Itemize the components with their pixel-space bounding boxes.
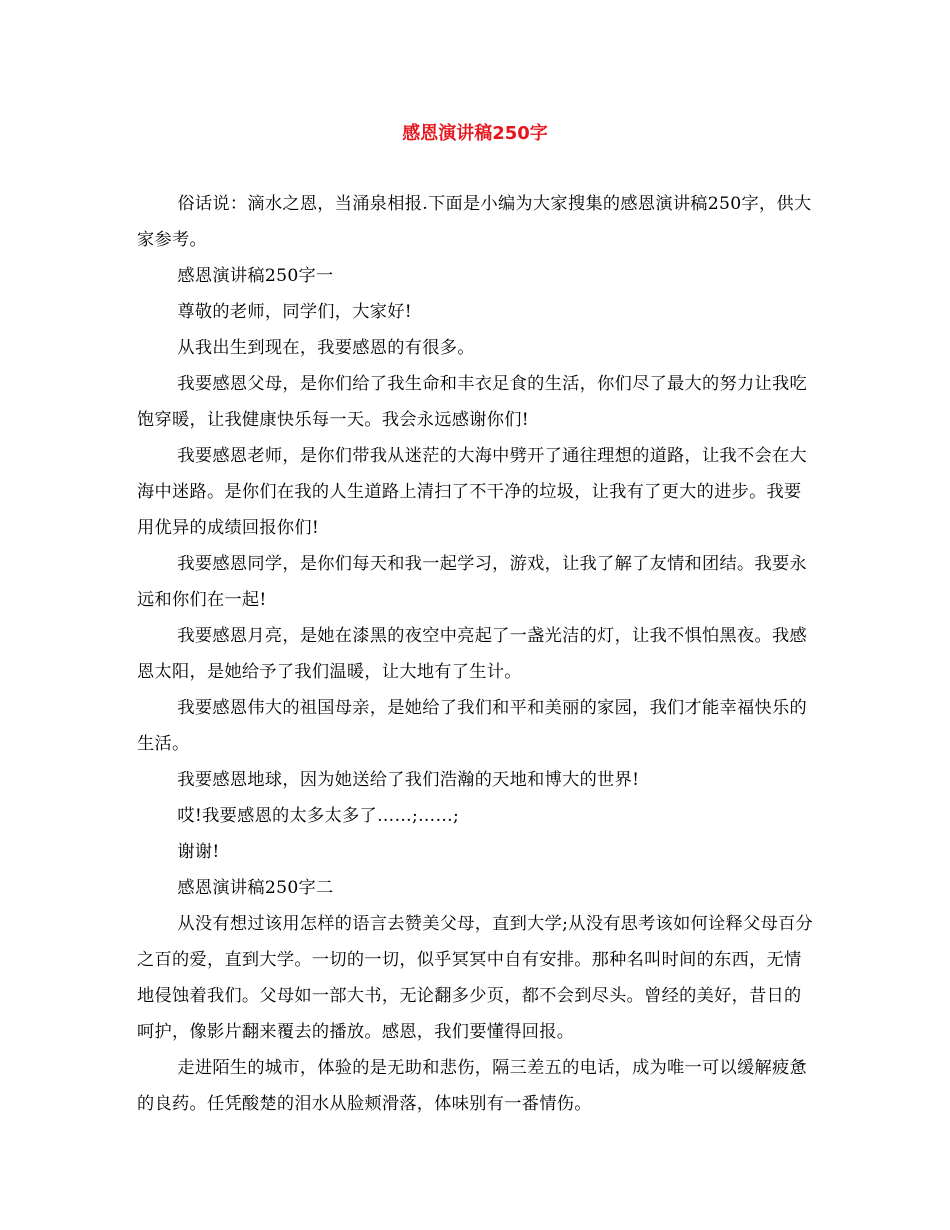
paragraph: 我要感恩同学，是你们每天和我一起学习，游戏，让我了解了友情和团结。我要永远和你们在一起! — [137, 554, 807, 610]
document-title: 感恩演讲稿250字 — [402, 123, 548, 144]
paragraph: 哎!我要感恩的太多太多了……;……; — [177, 806, 460, 826]
paragraph: 走进陌生的城市，体验的是无助和悲伤，隔三差五的电话，成为唯一可以缓解疲惫的良药。任凭酸楚的泪水从脸颊滑落，体味别有一番情伤。 — [137, 1058, 807, 1114]
paragraph: 从没有想过该用怎样的语言去赞美父母，直到大学;从没有思考该如何诠释父母百分之百的爱，直到大学。一切的一切，似乎冥冥中自有安排。那种名叫时间的东西，无情地侵蚀着我们。父母如一部大书，无论翻多少页，都不会到尽头。曾经的美好，昔日的呵护，像影片翻来覆去的播放。感恩，我们要懂得回报。 — [137, 914, 814, 1042]
paragraph: 我要感恩月亮，是她在漆黑的夜空中亮起了一盏光洁的灯，让我不惧怕黑夜。我感恩太阳，是她给予了我们温暖，让大地有了生计。 — [137, 626, 807, 682]
paragraph-intro: 俗话说：滴水之恩，当涌泉相报.下面是小编为大家搜集的感恩演讲稿250字，供大家参考。 — [137, 194, 812, 250]
document-body — [137, 186, 817, 1122]
paragraph-thanks: 谢谢! — [177, 842, 220, 862]
paragraph: 我要感恩老师，是你们带我从迷茫的大海中劈开了通往理想的道路，让我不会在大海中迷路。是你们在我的人生道路上清扫了不干净的垃圾，让我有了更大的进步。我要用优异的成绩回报你们! — [137, 446, 807, 538]
section-heading-two: 感恩演讲稿250字二 — [177, 878, 334, 898]
paragraph: 我要感恩地球，因为她送给了我们浩瀚的天地和博大的世界! — [177, 770, 640, 790]
section-heading-one: 感恩演讲稿250字一 — [177, 266, 334, 286]
paragraph: 从我出生到现在，我要感恩的有很多。 — [177, 338, 475, 358]
paragraph-greeting: 尊敬的老师，同学们，大家好! — [177, 302, 412, 322]
paragraph: 我要感恩伟大的祖国母亲，是她给了我们和平和美丽的家园，我们才能幸福快乐的生活。 — [137, 698, 807, 754]
paragraph: 我要感恩父母，是你们给了我生命和丰衣足食的生活，你们尽了最大的努力让我吃饱穿暖，让我健康快乐每一天。我会永远感谢你们! — [137, 374, 807, 430]
